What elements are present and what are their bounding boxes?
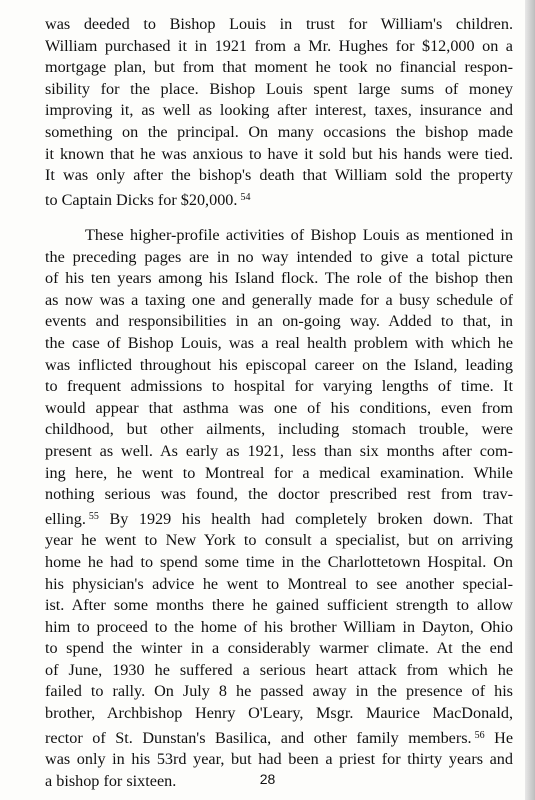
text-line: his physician's advice he went to Montreal to see another special- — [45, 574, 513, 593]
text-line-last — [45, 187, 513, 212]
text-line: would appear that asthma was one of his conditions, even from — [45, 398, 513, 417]
text-line: of his ten years among his Island flock. The role of the bishop then — [45, 269, 513, 288]
text-line: improving it, as well as looking after interest, taxes, insurance and — [45, 101, 513, 120]
text-line: It was only after the bishop's death that William sold the property — [45, 166, 513, 185]
text-line: the case of Bishop Louis, was a real health problem with which he — [45, 333, 513, 352]
text-line: something on the principal. On many occasions the bishop made — [45, 122, 513, 141]
text-line: present as well. As early as 1921, less than six months after com- — [45, 441, 513, 460]
text-line: sibility for the place. Bishop Louis spent large sums of money — [45, 79, 513, 98]
text-line: was only in his 53rd year, but had been a priest for thirty years and — [45, 750, 513, 769]
page-number: 28 — [259, 771, 276, 787]
text-segment: elling. — [45, 509, 86, 528]
text-line: was deeded to Bishop Louis in trust for William's children. — [45, 15, 513, 33]
text-line: ing here, he went to Montreal for a medical examination. While — [45, 463, 513, 482]
text-line: to spend the winter in a considerably warmer climate. At the end — [45, 639, 513, 658]
text-segment: to Captain Dicks for $20,000. — [45, 190, 238, 209]
text-segment: rector of St. Dunstan's Basilica, and other family members. — [45, 728, 472, 747]
text-line: events and responsibilities in an on-going way. Added to that, in — [45, 312, 513, 331]
text-line: mortgage plan, but from that moment he took no financial respon- — [45, 58, 513, 77]
text-line: year he went to New York to consult a specialist, but on arriving — [45, 531, 513, 550]
text-line: ist. After some months there he gained sufficient strength to allow — [45, 596, 513, 615]
text-line: as now was a taxing one and generally made for a busy schedule of — [45, 290, 513, 309]
text-line-fn56 — [45, 725, 513, 750]
text-line: William purchased it in 1921 from a Mr. Hughes for $12,000 on a — [45, 36, 513, 55]
paragraph-1 — [45, 14, 513, 211]
paragraph-2 — [45, 225, 513, 792]
page-edge-shadow — [525, 0, 535, 800]
text-line: the preceding pages are in no way intended to give a total picture — [45, 247, 513, 266]
footnote-ref-54: 54 — [240, 191, 251, 203]
text-line: to frequent admissions to hospital for varying lengths of time. It — [45, 377, 513, 396]
text-segment: He — [494, 728, 514, 747]
text-line: was inflicted throughout his episcopal career on the Island, leading — [45, 355, 513, 374]
text-line: failed to rally. On July 8 he passed away in the presence of his — [45, 682, 513, 701]
text-line: of June, 1930 he suffered a serious heart attack from which he — [45, 660, 513, 679]
text-line-last: a bishop for sixteen. — [45, 771, 177, 790]
text-line: brother, Archbishop Henry O'Leary, Msgr. Maurice MacDonald, — [45, 704, 513, 723]
text-line: childhood, but other ailments, including stomach trouble, were — [45, 420, 513, 439]
text-line: it known that he was anxious to have it sold but his hands were tied. — [45, 144, 513, 163]
text-line: home he had to spend some time in the Charlottetown Hospital. On — [45, 552, 513, 571]
text-line: nothing serious was found, the doctor prescribed rest from trav- — [45, 485, 513, 504]
text-line: him to proceed to the home of his brother William in Dayton, Ohio — [45, 617, 513, 636]
footnote-ref-55: 55 — [88, 510, 99, 522]
text-segment: By 1929 his health had completely broken down. That — [109, 509, 514, 528]
text-line-first: These higher-profile activities of Bishop Louis as mentioned in — [85, 226, 513, 244]
footnote-ref-56: 56 — [474, 729, 485, 741]
text-line-fn55 — [45, 506, 513, 531]
